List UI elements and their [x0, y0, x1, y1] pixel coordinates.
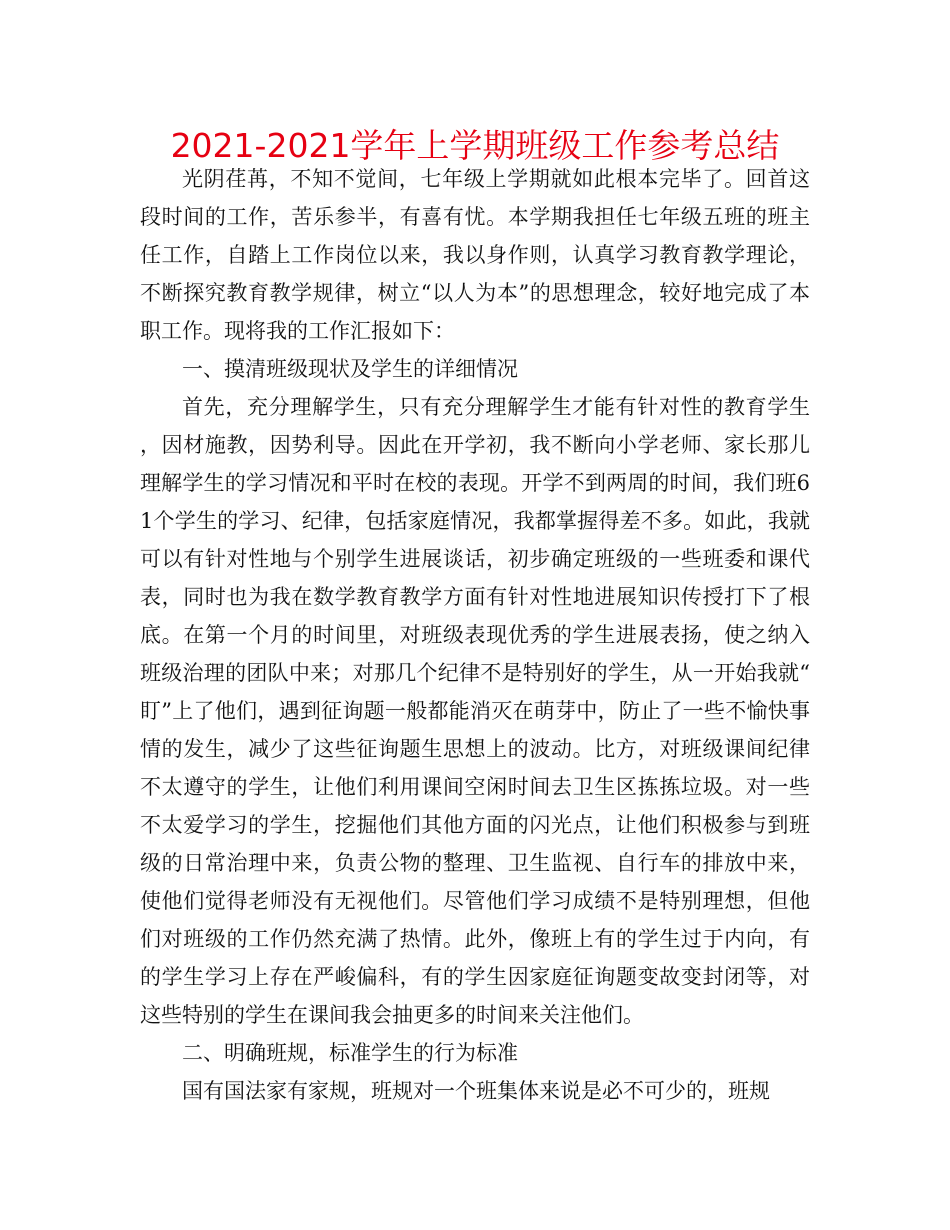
- section-1-paragraph: 首先，充分理解学生，只有充分理解学生才能有针对性的教育学生，因材施教，因势利导。因此在开学初，我不断向小学老师、家长那儿理解学生的学习情况和平时在校的表现。开学不到两周的时间，我们班61个学生的学习、纪律，包括家庭情况，我都掌握得差不多。如此，我就可以有针对性地与个别学生进展谈话，初步确定班级的一些班委和课代表，同时也为我在数学教育教学方面有针对性地进展知识传授打下了根底。在第一个月的时间里，对班级表现优秀的学生进展表扬，使之纳入班级治理的团队中来；对那几个纪律不是特别好的学生，从一开始我就“盯”上了他们，遇到征询题一般都能消灭在萌芽中，防止了一些不愉快事情的发生，减少了这些征询题生思想上的波动。比方，对班级课间纪律不太遵守的学生，让他们利用课间空闲时间去卫生区拣拣垃圾。对一些不太爱学习的学生，挖掘他们其他方面的闪光点，让他们积极参与到班级的日常治理中来，负责公物的整理、卫生监视、自行车的排放中来，使他们觉得老师没有无视他们。尽管他们学习成绩不是特别理想，但他们对班级的工作仍然充满了热情。此外，像班上有的学生过于内向，有的学生学习上存在严峻偏科，有的学生因家庭征询题变故变封闭等，对这些特别的学生在课间我会抽更多的时间来关注他们。: [140, 395, 810, 1027]
- section-heading-1: 一、摸清班级现状及学生的详细情况: [182, 357, 518, 381]
- section-heading-2: 二、明确班规，标准学生的行为标准: [182, 1041, 518, 1065]
- section-2-paragraph: 国有国法家有家规，班规对一个班集体来说是必不可少的，班规: [182, 1079, 770, 1103]
- document-title: 2021-2021学年上学期班级工作参考总结: [170, 126, 780, 165]
- document-body: [140, 160, 810, 1110]
- intro-paragraph: 光阴荏苒，不知不觉间，七年级上学期就如此根本完毕了。回首这段时间的工作，苦乐参半，有喜有忧。本学期我担任七年级五班的班主任工作，自踏上工作岗位以来，我以身作则，认真学习教育教学理论，不断探究教育教学规律，树立“以人为本”的思想理念，较好地完成了本职工作。现将我的工作汇报如下：: [140, 167, 810, 343]
